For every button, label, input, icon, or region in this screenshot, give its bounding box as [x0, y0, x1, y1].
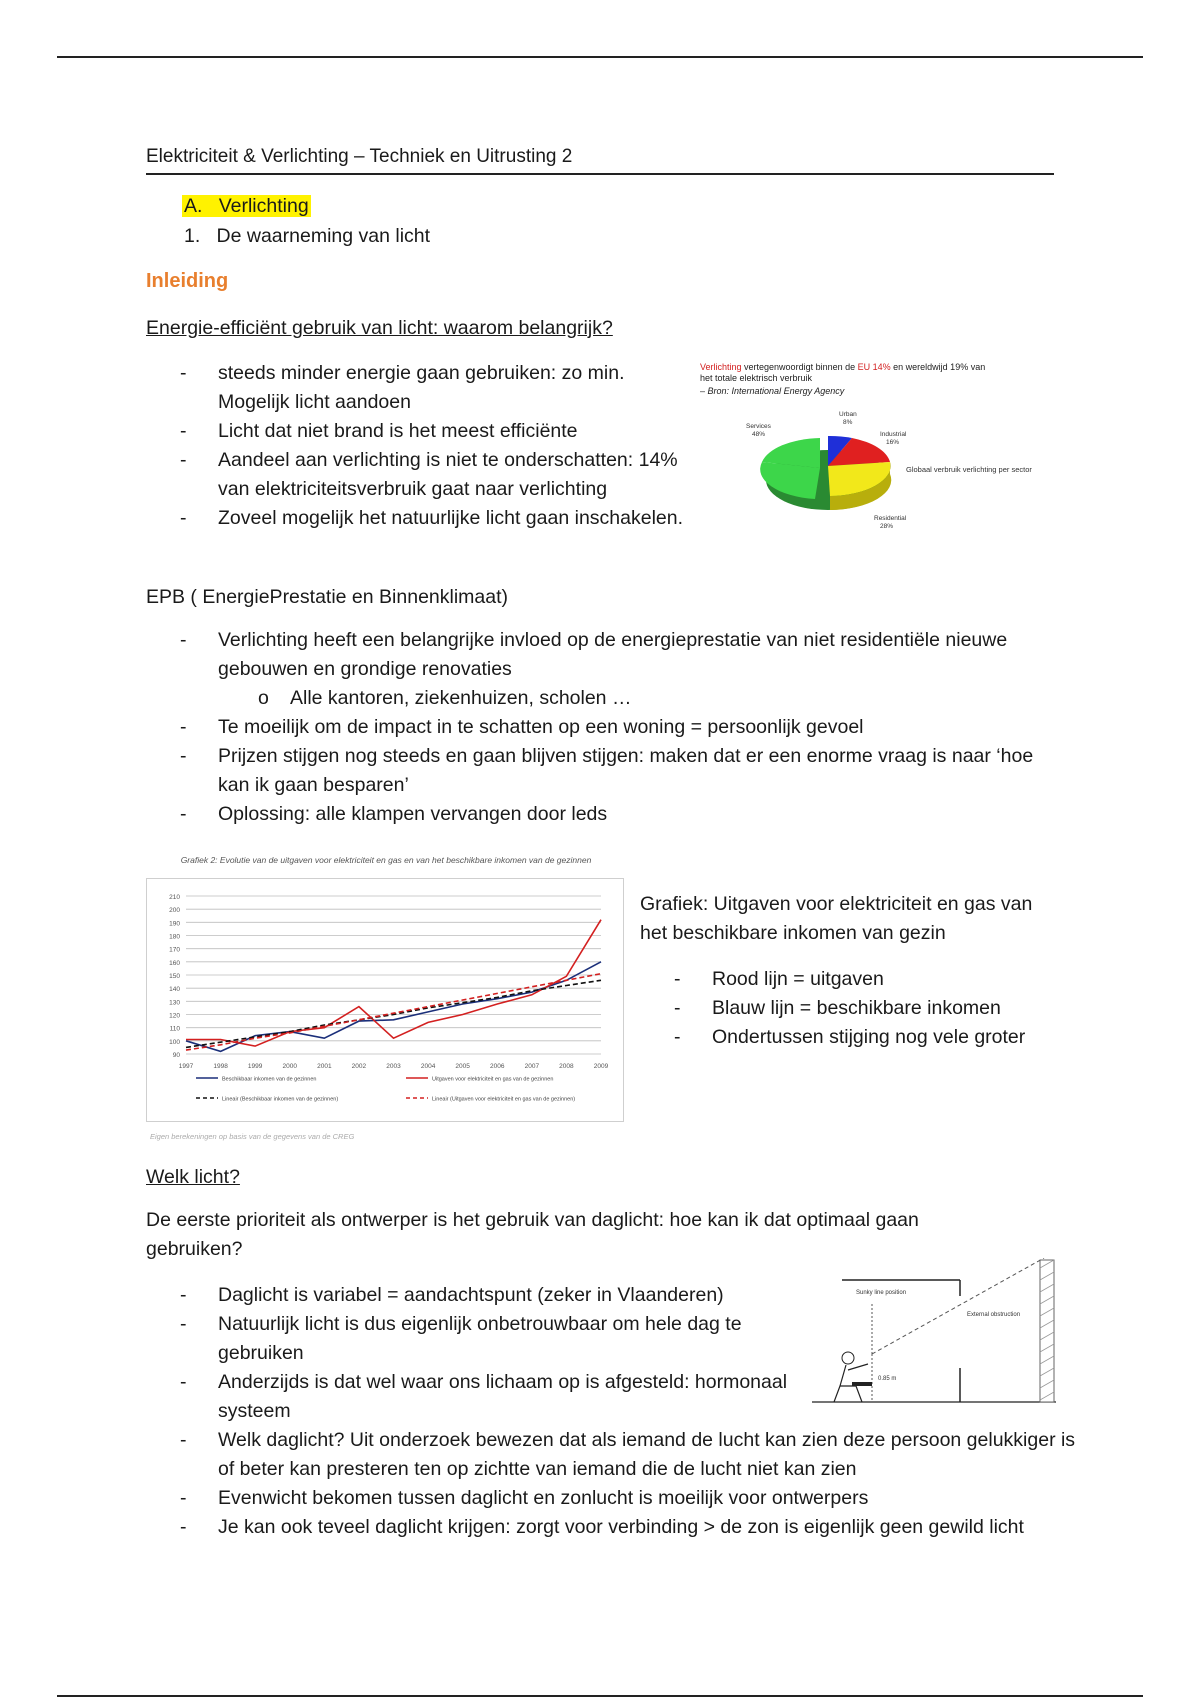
bullet-text: Welk daglicht? Uit onderzoek bewezen dat als iemand de lucht kan zien deze persoon gelukkiger is of beter kan presteren ten op zichtte van iemand die de lucht niet kan zien	[218, 1429, 1076, 1480]
list-item	[180, 504, 688, 533]
y-tick-label: 90	[172, 1052, 180, 1059]
pie-label-industrial-pct: 16%	[886, 439, 900, 446]
pie-label-urban: Urban	[839, 411, 857, 418]
dash-bullet: -	[180, 745, 187, 767]
y-tick-label: 140	[169, 986, 180, 994]
x-tick-label: 2009	[593, 1063, 609, 1070]
dash-bullet: -	[180, 1516, 187, 1538]
epb-bullet-list	[180, 626, 1068, 829]
x-tick-label: 2005	[455, 1063, 470, 1070]
top-rule	[57, 56, 1143, 58]
bullet-text: Daglicht is variabel = aandachtspunt (zeker in Vlaanderen)	[218, 1284, 724, 1306]
x-tick-label: 1998	[213, 1063, 228, 1070]
dash-bullet: -	[180, 420, 187, 442]
x-tick-label: 2001	[317, 1063, 332, 1070]
bullet-text: Aandeel aan verlichting is niet te onderschatten: 14% van elektriciteitsverbruik gaat naar verlichting	[218, 449, 678, 500]
x-tick-label: 1997	[178, 1063, 194, 1070]
document-title: Elektriciteit & Verlichting – Techniek en Uitrusting 2	[146, 146, 573, 167]
graph-bullet-list	[674, 965, 1072, 1052]
pie-label-urban-pct: 8%	[843, 419, 853, 426]
y-tick-label: 110	[169, 1025, 180, 1033]
section-1-number: 1.	[184, 225, 201, 247]
chart-title: Grafiek 2: Evolutie van de uitgaven voor elektriciteit en gas en van het beschikbare inkomen van de gezinnen	[180, 855, 592, 865]
list-item	[180, 1310, 798, 1368]
label-sky-line: Sunky line position	[856, 1290, 907, 1296]
x-tick-label: 2000	[282, 1063, 297, 1070]
y-tick-label: 150	[169, 973, 180, 980]
y-tick-label: 130	[169, 999, 180, 1007]
list-item	[180, 1368, 798, 1426]
y-tick-label: 170	[169, 946, 180, 954]
welk-licht-intro: De eerste prioriteit als ontwerper is het gebruik van daglicht: hoe kan ik dat optimaal gaan gebruiken?	[146, 1209, 919, 1260]
bullet-text: Licht dat niet brand is het meest efficiënte	[218, 420, 578, 442]
label-height: 0.85 m	[878, 1376, 897, 1382]
section-1-heading	[184, 222, 430, 251]
bullet-text: Ondertussen stijging nog vele groter	[712, 1026, 1026, 1048]
y-tick-label: 100	[169, 1038, 180, 1046]
sub-bullet: o	[258, 687, 269, 709]
chart-frame	[147, 879, 624, 1122]
bullet-text: Te moeilijk om de impact in te schatten op een woning = persoonlijk gevoel	[218, 716, 864, 738]
section-1-label: De waarneming van licht	[216, 225, 431, 247]
pie-source: – Bron: International Energy Agency	[700, 386, 845, 396]
x-tick-label: 2004	[420, 1063, 436, 1070]
pie-slice-services	[760, 462, 820, 499]
dash-bullet: -	[180, 1371, 187, 1393]
y-tick-label: 190	[169, 920, 180, 928]
list-item	[674, 1023, 1072, 1052]
pie-chart	[760, 436, 891, 510]
list-item	[180, 1484, 1078, 1513]
chart-source-note: Eigen berekeningen op basis van de gegevens van de CREG	[150, 1132, 355, 1141]
legend-label: Lineair (Uitgaven voor elektriciteit en gas van de gezinnen)	[432, 1096, 576, 1103]
list-item	[180, 1281, 798, 1310]
x-tick-label: 2006	[490, 1063, 505, 1070]
list-item	[180, 742, 1068, 800]
welk-licht-heading: Welk licht?	[146, 1166, 240, 1188]
list-item	[180, 1426, 1078, 1484]
x-tick-label: 2007	[524, 1063, 540, 1070]
bullet-text: Anderzijds is dat wel waar ons lichaam op is afgesteld: hormonaal systeem	[218, 1371, 788, 1422]
bullet-text: Oplossing: alle klampen vervangen door leds	[218, 803, 608, 825]
x-tick-label: 2002	[351, 1063, 367, 1070]
legend-label: Uitgaven voor elektriciteit en gas van de gezinnen	[432, 1076, 554, 1083]
bullet-text: Prijzen stijgen nog steeds en gaan blijven stijgen: maken dat er een enorme vraag is naar ‘hoe kan ik gaan besparen’	[218, 745, 1034, 796]
pie-header-line2: het totale elektrisch verbruik	[700, 373, 813, 383]
dash-bullet: -	[674, 968, 681, 990]
y-tick-label: 180	[169, 933, 180, 941]
list-item	[180, 446, 688, 504]
welk-licht-bullet-list	[180, 1281, 1078, 1542]
sub-bullet-text: Alle kantoren, ziekenhuizen, scholen …	[290, 687, 632, 709]
bullet-text: Zoveel mogelijk het natuurlijke licht gaan inschakelen.	[218, 507, 684, 529]
pie-header: Verlichting vertegenwoordigt binnen de EU 14% en wereldwijd 19% van	[700, 362, 986, 372]
energy-heading: Energie-efficiënt gebruik van licht: waarom belangrijk?	[146, 317, 613, 339]
bottom-rule	[57, 1695, 1143, 1697]
section-a-number: A.	[184, 195, 203, 217]
lighting-share-pie-figure	[698, 356, 1058, 540]
x-tick-label: 2003	[386, 1063, 401, 1070]
pie-label-services-pct: 48%	[752, 431, 766, 438]
dash-bullet: -	[180, 507, 187, 529]
bullet-text: steeds minder energie gaan gebruiken: zo min. Mogelijk licht aandoen	[218, 362, 625, 413]
expenses-income-line-chart	[146, 878, 624, 1122]
section-a-label: Verlichting	[218, 195, 309, 217]
dash-bullet: -	[180, 1487, 187, 1509]
legend-label: Lineair (Beschikbaar inkomen van de gezinnen)	[222, 1096, 339, 1103]
y-tick-label: 210	[169, 894, 180, 901]
bullet-text: Je kan ook teveel daglicht krijgen: zorgt voor verbinding > de zon is eigenlijk geen gewild licht	[218, 1516, 1024, 1538]
dash-bullet: -	[180, 1284, 187, 1306]
energy-bullet-list	[180, 359, 688, 533]
dash-bullet: -	[180, 1429, 187, 1451]
graph-caption: Grafiek: Uitgaven voor elektriciteit en gas van het beschikbare inkomen van gezin	[640, 893, 1033, 944]
dash-bullet: -	[180, 803, 187, 825]
list-item	[180, 417, 688, 446]
bullet-text: Rood lijn = uitgaven	[712, 968, 884, 990]
list-item	[180, 1513, 1078, 1542]
list-item	[674, 994, 1072, 1023]
label-obstruction: External obstruction	[967, 1312, 1021, 1318]
bullet-text: Natuurlijk licht is dus eigenlijk onbetrouwbaar om hele dag te gebruiken	[218, 1313, 742, 1364]
pie-label-services: Services	[746, 423, 771, 430]
pie-label-industrial: Industrial	[880, 431, 907, 438]
list-item	[180, 359, 688, 417]
y-tick-label: 160	[169, 959, 180, 967]
dash-bullet: -	[180, 716, 187, 738]
pie-label-residential-pct: 28%	[880, 523, 894, 530]
y-tick-label: 200	[169, 907, 180, 915]
dash-bullet: -	[180, 449, 187, 471]
x-tick-label: 1999	[247, 1063, 263, 1070]
dash-bullet: -	[180, 1313, 187, 1335]
dash-bullet: -	[674, 997, 681, 1019]
pie-side-label: Globaal verbruik verlichting per sector	[906, 465, 1032, 474]
list-item	[180, 800, 1068, 829]
epb-heading: EPB ( EnergiePrestatie en Binnenklimaat)	[146, 586, 509, 608]
dash-bullet: -	[180, 362, 187, 384]
title-underline	[146, 173, 1054, 175]
pie-label-residential: Residential	[874, 515, 907, 522]
list-item	[674, 965, 1072, 994]
y-tick-label: 120	[169, 1012, 180, 1020]
sub-list-item	[218, 684, 1068, 713]
legend-label: Beschikbaar inkomen van de gezinnen	[222, 1076, 317, 1083]
dash-bullet: -	[674, 1026, 681, 1048]
list-item	[180, 626, 1068, 684]
dash-bullet: -	[180, 629, 187, 651]
bullet-text: Verlichting heeft een belangrijke invloed op de energieprestatie van niet residentiële nieuwe gebouwen en grondige renovaties	[218, 629, 1008, 680]
section-a-heading	[182, 192, 311, 221]
bullet-text: Blauw lijn = beschikbare inkomen	[712, 997, 1001, 1019]
x-tick-label: 2008	[559, 1063, 574, 1070]
bullet-text: Evenwicht bekomen tussen daglicht en zonlucht is moeilijk voor ontwerpers	[218, 1487, 869, 1509]
intro-heading: Inleiding	[146, 270, 229, 292]
list-item	[180, 713, 1068, 742]
